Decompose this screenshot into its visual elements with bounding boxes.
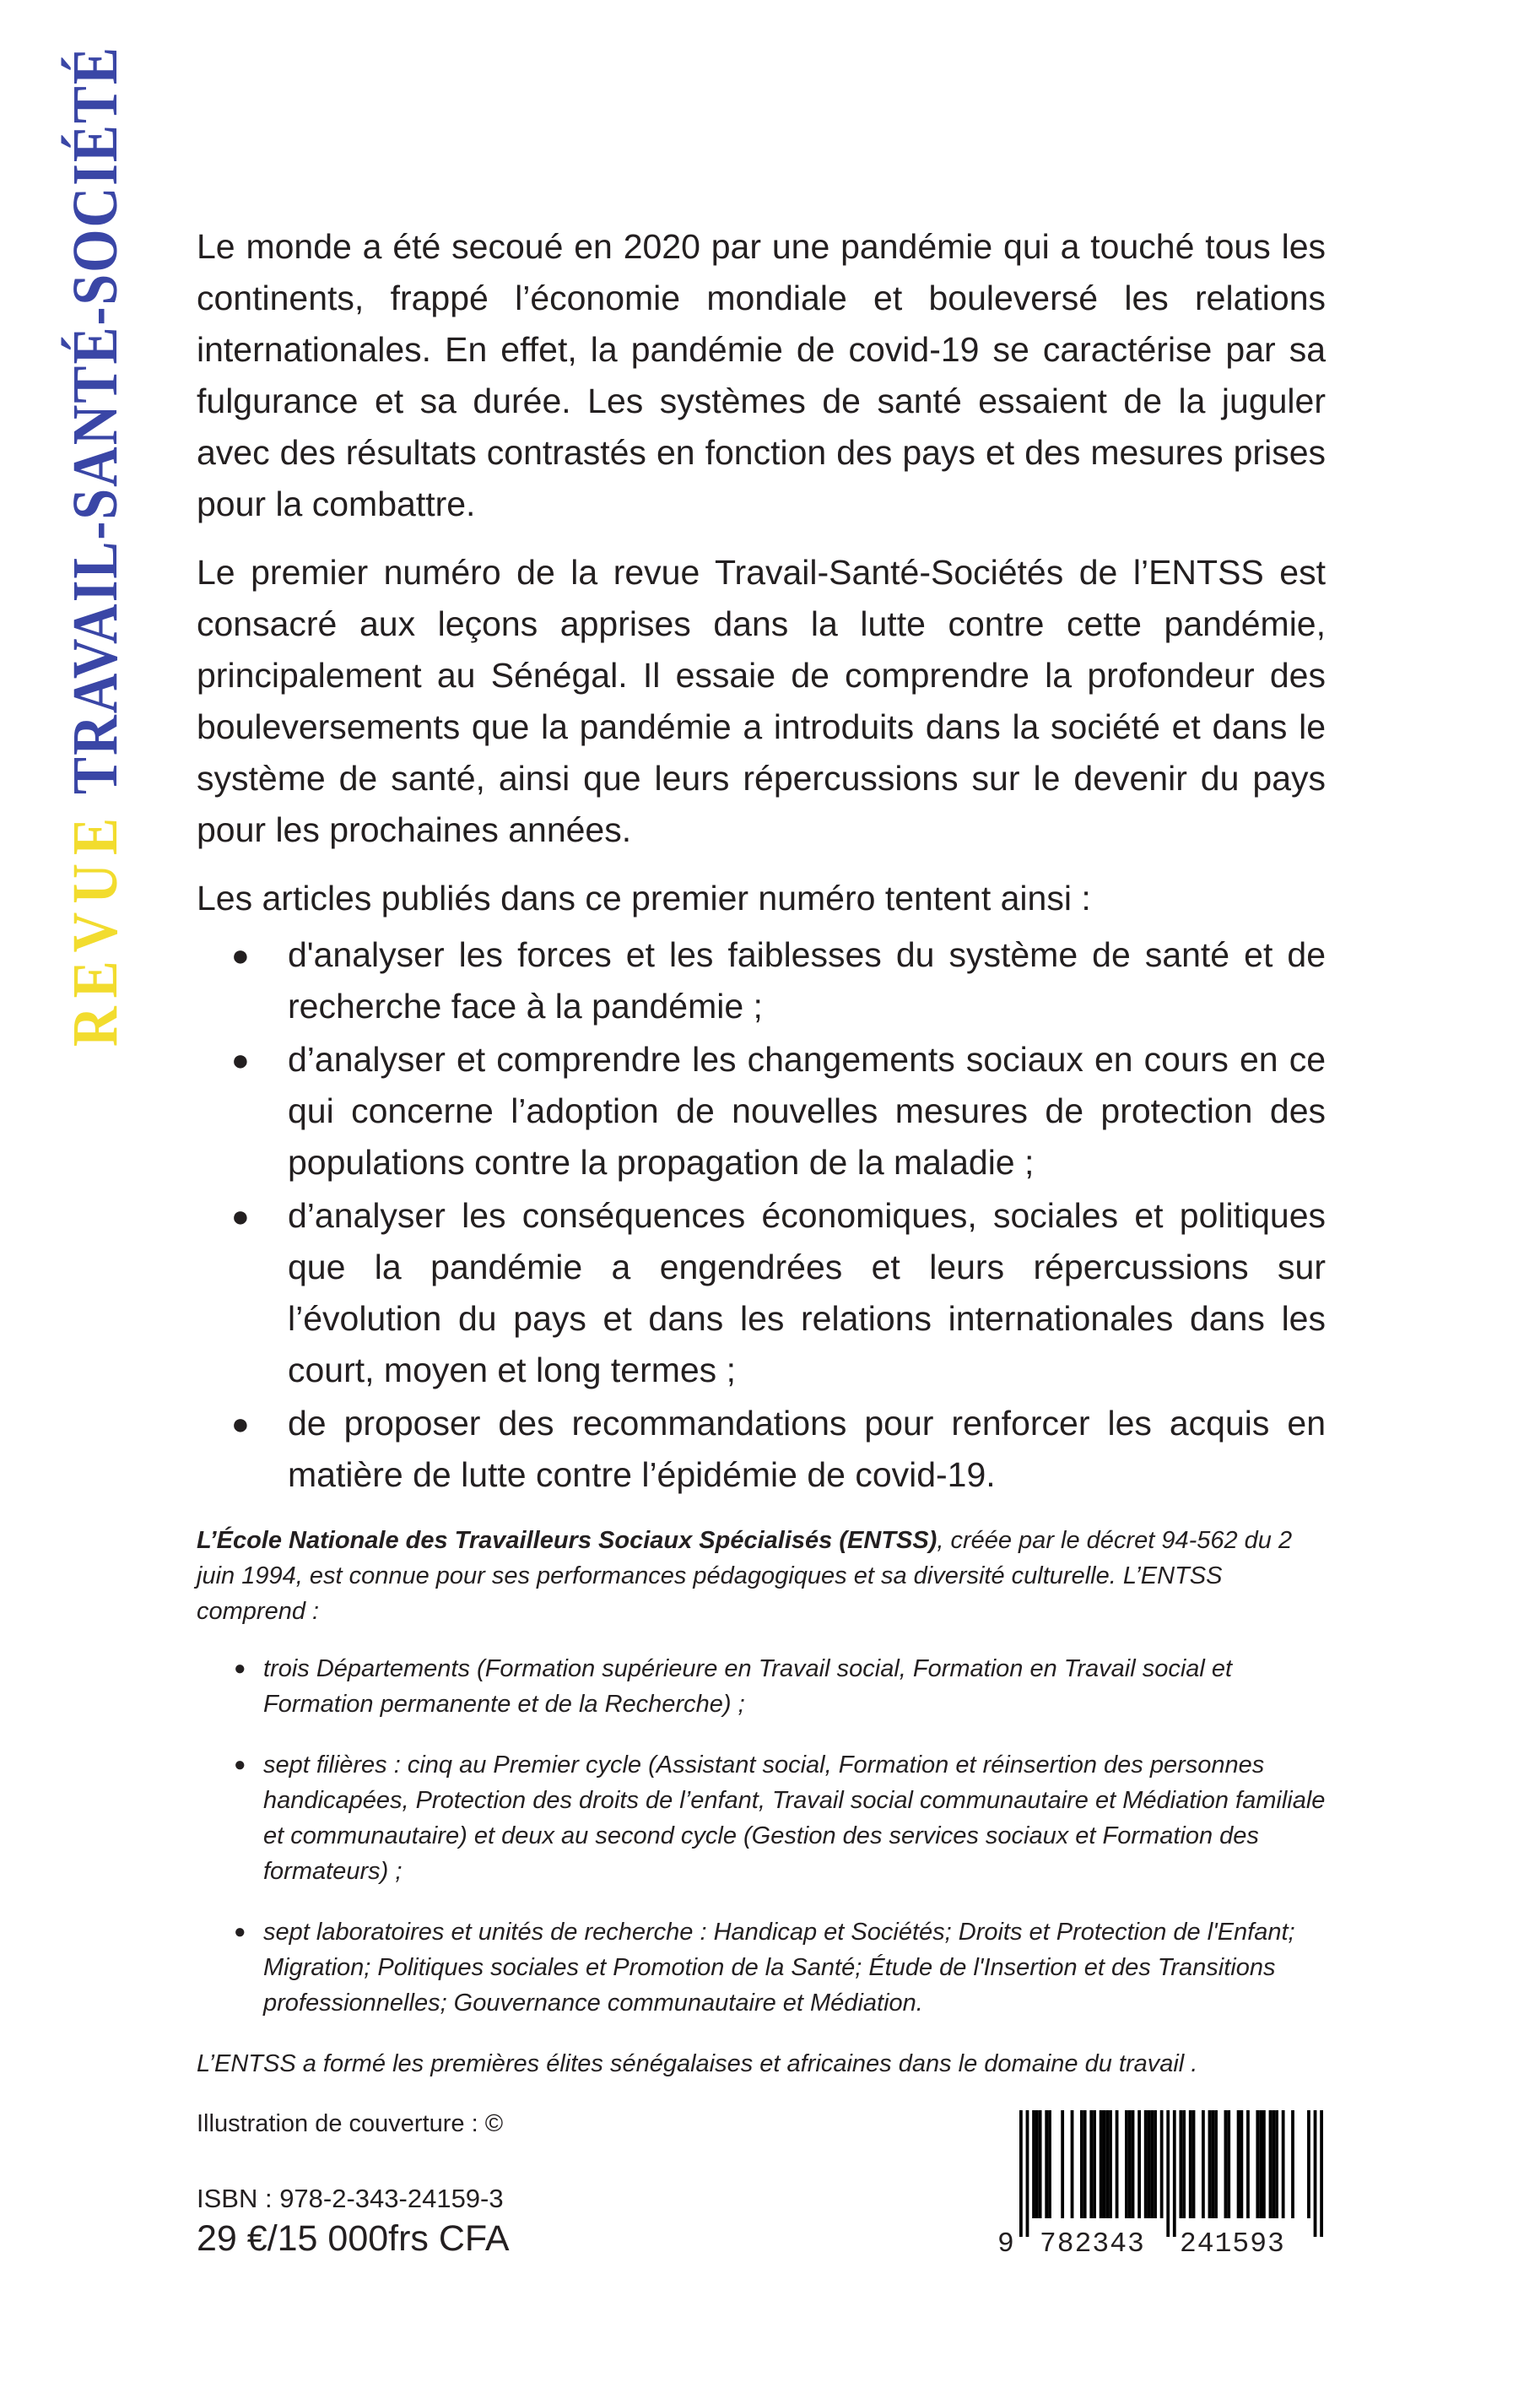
barcode-bar [1105,2110,1109,2218]
list-item: ● trois Départements (Formation supérieure en Travail social, Formation en Travail social et Formation permanente et de la Recherche) ; [197,1651,1332,1722]
barcode-bar [1259,2110,1262,2218]
spine-title [59,46,132,1047]
barcode-bar [1125,2110,1128,2218]
barcode-bar [1262,2110,1266,2218]
barcode-bar [1237,2110,1240,2218]
barcode-bar [1032,2110,1035,2218]
entss-intro: L’École Nationale des Travailleurs Sociaux Spécialisés (ENTSS), créée par le décret 94-562 du 2 juin 1994, est connue pour ses performances pédagogiques et sa diversité culturelle. L’ENTSS comprend : [197,1527,1293,1625]
spine-title-word-revue: REVUE [60,809,132,1047]
barcode-bar [1202,2110,1205,2218]
barcode-bar [1182,2110,1186,2218]
barcode-digit-first: 9 [997,2228,1014,2260]
barcode-bar [1208,2110,1212,2218]
bullet-icon: ● [234,1753,246,1776]
list-item: ● d’analyser et comprendre les changements sociaux en cours en ce qui concerne l’adoption de nouvelles mesures de protection des populations contre la propagation de la maladie ; [197,1034,1326,1188]
barcode-bar [1291,2110,1294,2218]
barcode-bar [1192,2110,1196,2218]
blurb-paragraph-1: Le monde a été secoué en 2020 par une pandémie qui a touché tous les continents, frappé l’économie mondiale et bouleversé les relations internationales. En effet, la pandémie de covid-19 se caractérise par sa fulgurance et sa durée. Les systèmes de santé essaient de la juguler avec des résultats contrastés en fonction des pays et des mesures prises pour la combattre. [197,227,1326,523]
barcode-bar [1211,2110,1214,2218]
barcode-bar [1173,2110,1176,2237]
cover-credit: Illustration de couverture : © [197,2110,504,2137]
barcode-bar [1137,2110,1141,2218]
barcode-bar [1071,2110,1074,2218]
entss-section [197,1523,1332,2082]
blurb [197,221,1326,1502]
barcode-bar [1227,2110,1230,2218]
list-item: ● sept laboratoires et unités de recherche : Handicap et Sociétés; Droits et Protection de l'Enfant; Migration; Politiques sociales et Promotion de la Santé; Étude de l'Insertion et des Transitions professionnelles; Gouvernance communautaire et Médiation. [197,1914,1332,2021]
barcode [997,2110,1327,2259]
barcode-bar [1061,2110,1064,2218]
barcode-bar [1256,2110,1259,2218]
barcode-bar [1269,2110,1273,2218]
barcode-bar [1103,2110,1106,2218]
barcode-bar [1039,2110,1042,2218]
barcode-bar [1148,2110,1151,2218]
bullet-icon: ● [234,1920,246,1943]
barcode-bar [1045,2110,1048,2218]
bullet-icon: ● [231,1199,250,1233]
bullet-icon: ● [231,1406,250,1441]
barcode-bar [1128,2110,1132,2218]
barcode-bar [1080,2110,1083,2218]
blurb-paragraph-2: Le premier numéro de la revue Travail-Santé-Sociétés de l’ENTSS est consacré aux leçons apprises dans la lutte contre cette pandémie, principalement au Sénégal. Il essaie de comprendre la profondeur des bouleversements que la pandémie a introduits dans la société et dans le système de santé, ainsi que leurs répercussions sur le devenir du pays pour les prochaines années. [197,553,1326,849]
barcode-bars [1019,2110,1323,2237]
barcode-bar [1166,2110,1170,2237]
barcode-bar [1089,2110,1093,2218]
barcode-bar [1109,2110,1112,2218]
barcode-bar [1272,2110,1275,2218]
entss-closing: L’ENTSS a formé les premières élites sénégalaises et africaines dans le domaine du travail . [197,2050,1198,2077]
blurb-paragraph-3: Les articles publiés dans ce premier numéro tentent ainsi : [197,879,1091,918]
barcode-bar [1189,2110,1192,2218]
barcode-digits-left: 782343 [1040,2228,1145,2260]
barcode-bar [1307,2110,1310,2218]
barcode-bar [1320,2110,1323,2237]
barcode-bar [1314,2110,1317,2237]
barcode-bar [1240,2110,1243,2218]
list-item: ● d’analyser les conséquences économiques, sociales et politiques que la pandémie a engendrées et leurs répercussions sur l’évolution du pays et dans les relations internationales dans les court, moyen et long termes ; [197,1190,1326,1396]
spine-title-word-journal: TRAVAIL-SANTÉ-SOCIÉTÉ [60,46,132,794]
barcode-bar [1150,2110,1154,2218]
entss-name: L’École Nationale des Travailleurs Sociaux Spécialisés (ENTSS) [197,1527,938,1554]
barcode-bar [1048,2110,1051,2218]
barcode-bar [1144,2110,1148,2218]
barcode-bar [1214,2110,1218,2218]
list-item: ● de proposer des recommandations pour renforcer les acquis en matière de lutte contre l’épidémie de covid-19. [197,1398,1326,1501]
bullet-icon: ● [231,1042,250,1077]
list-item: ● sept filières : cinq au Premier cycle (Assistant social, Formation et réinsertion des personnes handicapées, Protection des droits de l’enfant, Travail social communautaire et Médiation familiale et communautaire) et deux au second cycle (Gestion des services sociaux et Formation des formateurs) ; [197,1747,1332,1889]
barcode-bar [1132,2110,1135,2218]
bullet-icon: ● [234,1657,246,1680]
entss-list [197,1651,1332,2021]
barcode-bar [1100,2110,1103,2218]
isbn: ISBN : 978-2-343-24159-3 [197,2184,504,2213]
barcode-bar [1282,2110,1285,2218]
barcode-bar [1083,2110,1087,2218]
bullet-icon: ● [231,938,250,972]
barcode-bar [1093,2110,1096,2218]
barcode-bar [1179,2110,1182,2218]
barcode-bar [1116,2110,1119,2218]
blurb-bullet-list [197,929,1326,1501]
barcode-bar [1026,2110,1029,2237]
barcode-bar [1275,2110,1278,2218]
barcode-bar [1224,2110,1228,2218]
barcode-bar [1035,2110,1039,2218]
barcode-bar [1154,2110,1157,2218]
barcode-bar [1160,2110,1164,2218]
barcode-bar [1246,2110,1250,2218]
barcode-bar [1019,2110,1023,2237]
price: 29 €/15 000frs CFA [197,2218,510,2259]
barcode-digits-right: 241593 [1180,2228,1285,2260]
list-item: ● d'analyser les forces et les faiblesses du système de santé et de recherche face à la pandémie ; [197,929,1326,1032]
